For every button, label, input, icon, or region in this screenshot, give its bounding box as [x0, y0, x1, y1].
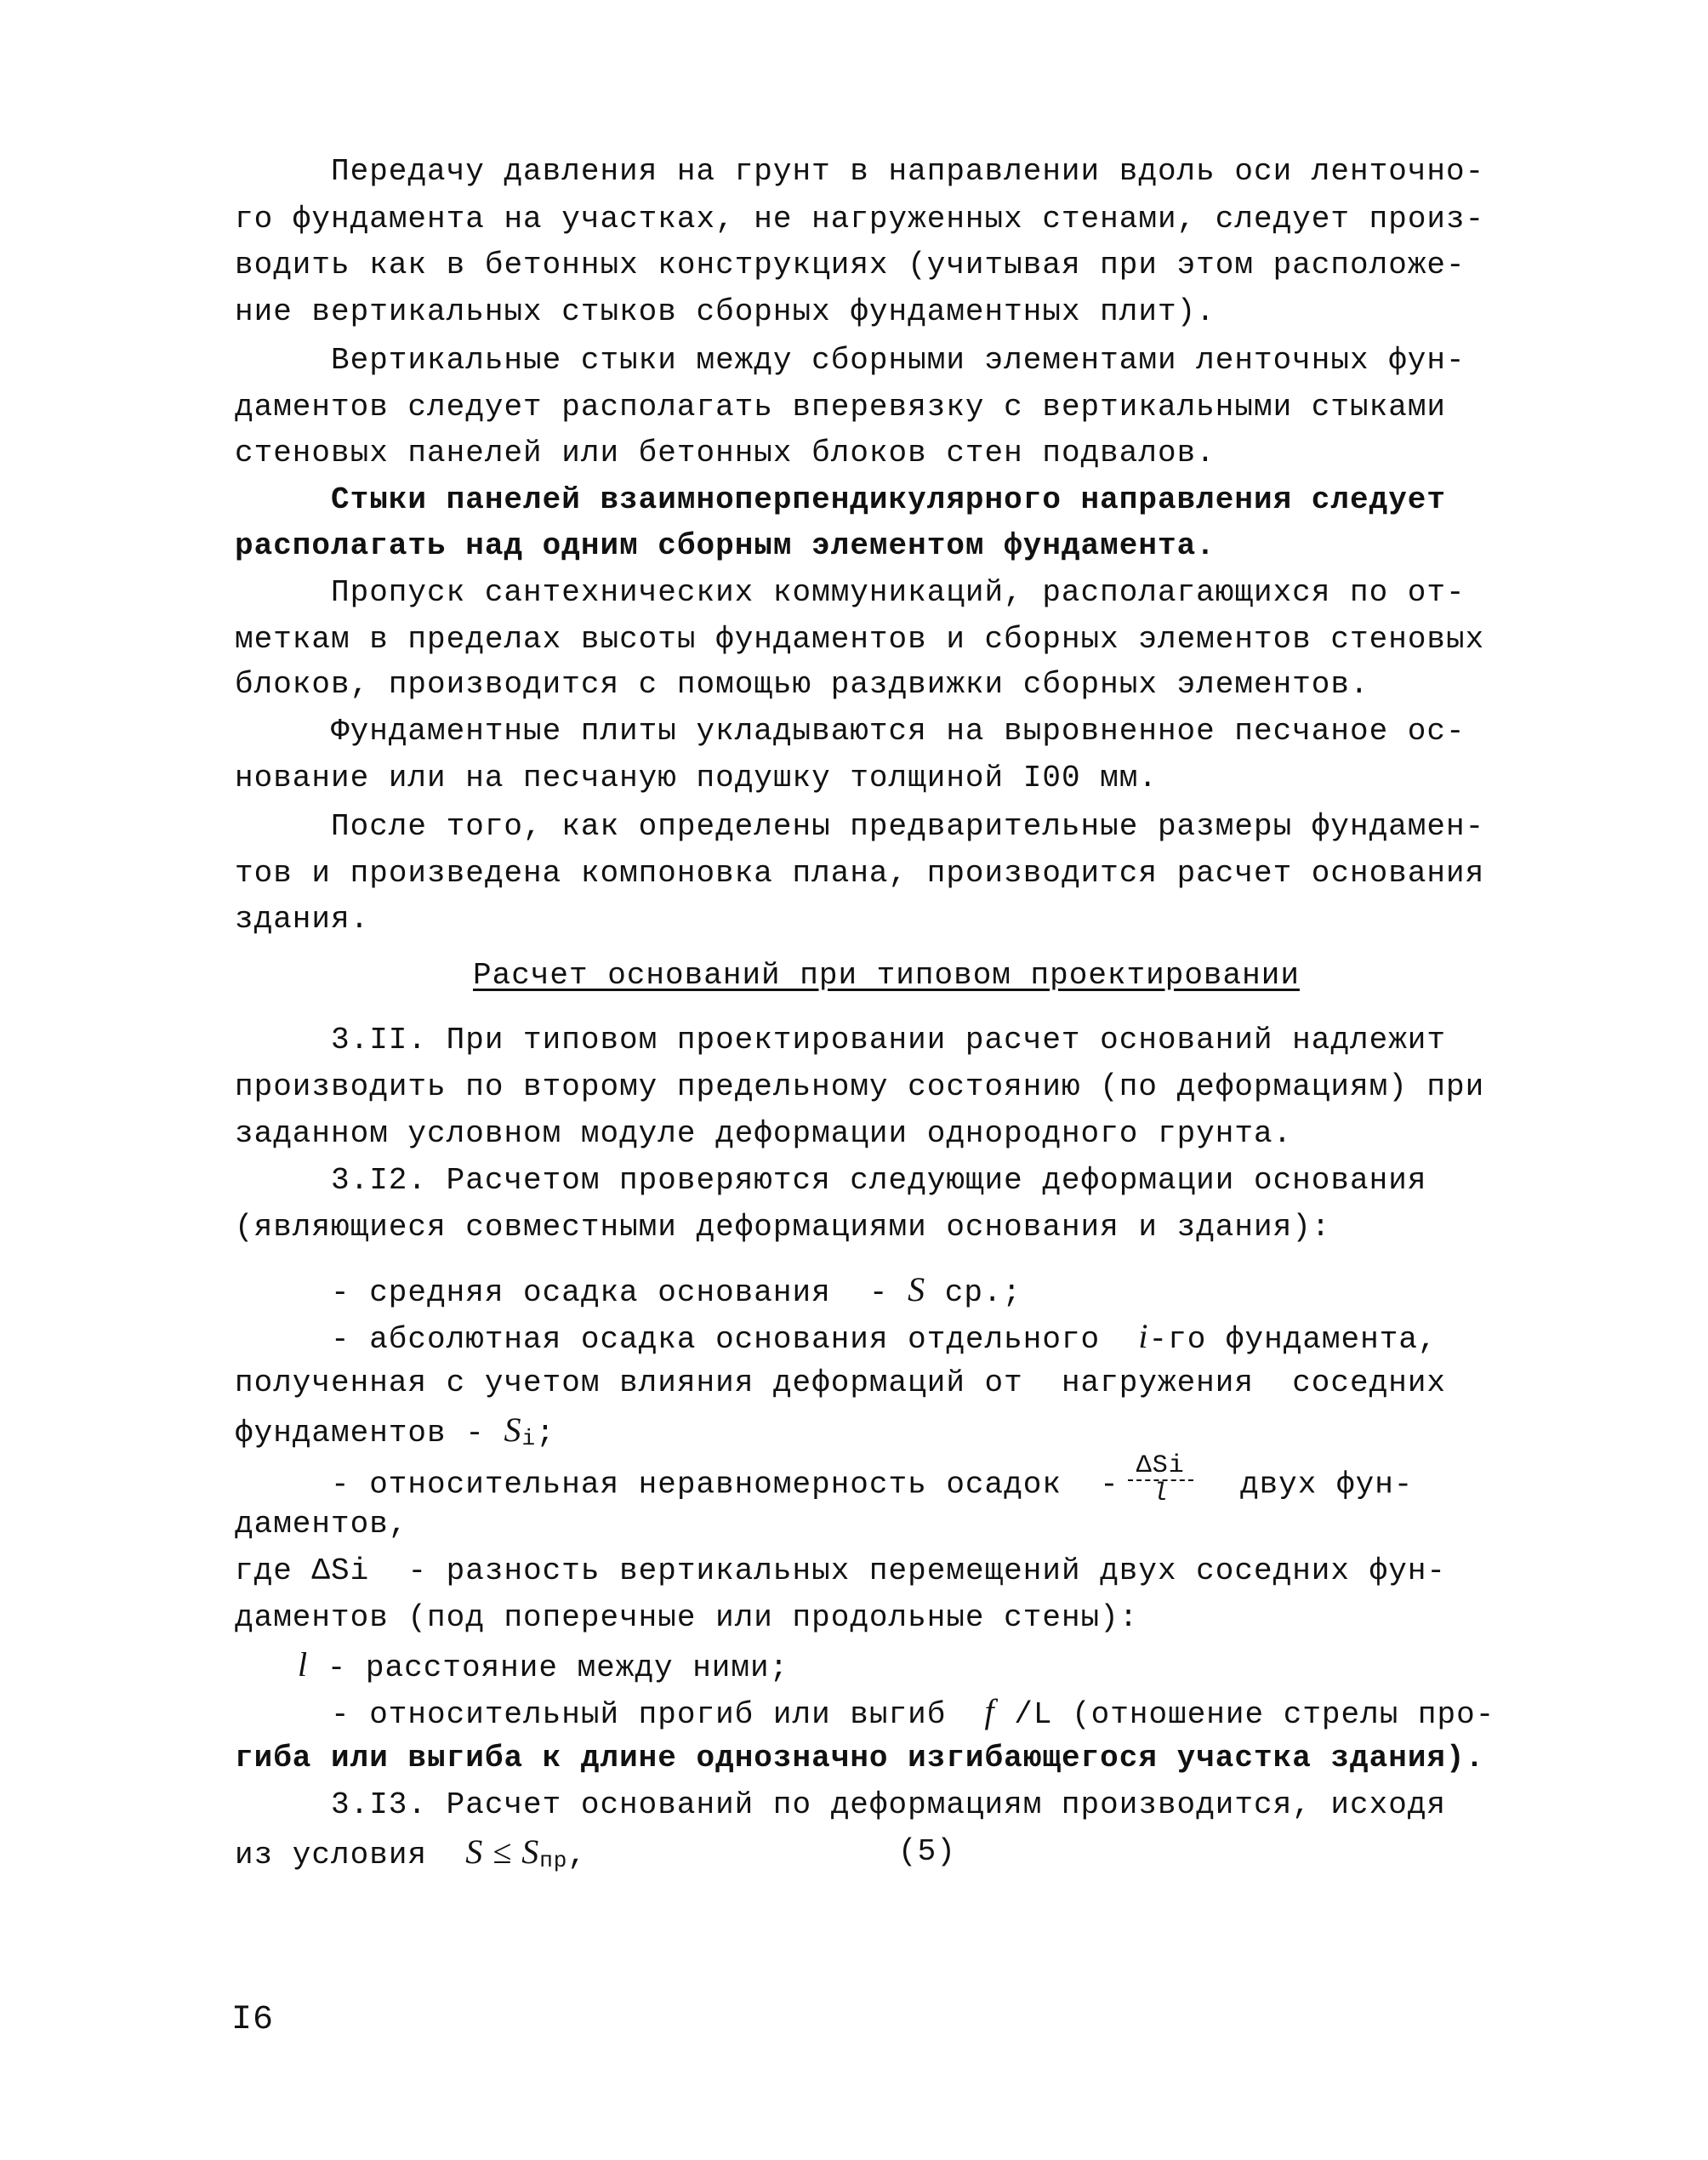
text-line: Стыки панелей взаимноперпендикулярного направления следует	[331, 482, 1447, 517]
text-line: меткам в пределах высоты фундаментов и сборных элементов стеновых	[235, 622, 1485, 657]
text: - разность вертикальных перемещений двух соседних фун-	[369, 1553, 1447, 1588]
text-line: даментов следует располагать вперевязку с вертикальными стыками	[235, 390, 1447, 425]
text: -го фундамента,	[1148, 1322, 1438, 1357]
text-line: стеновых панелей или бетонных блоков стен подвалов.	[235, 436, 1216, 470]
list-item	[331, 1693, 1494, 1734]
text-line: Фундаментные плиты укладываются на выровненное песчаное ос-	[331, 714, 1466, 749]
text: - расстояние между ними;	[308, 1650, 789, 1685]
fraction-denominator: l	[1152, 1479, 1169, 1508]
text-line: После того, как определены предварительные размеры фундамен-	[331, 809, 1485, 844]
formula-symbol: i	[1138, 1317, 1149, 1355]
section-heading: Расчет оснований при типовом проектировании	[473, 958, 1300, 993]
formula-line	[235, 1832, 956, 1879]
text-line: гиба или выгиба к длине однозначно изгибающегося участка здания).	[235, 1741, 1485, 1775]
text-line: даментов,	[235, 1507, 408, 1542]
text-line	[235, 1411, 555, 1457]
text-line: Передачу давления на грунт в направлении вдоль оси ленточно-	[331, 154, 1485, 189]
fraction-numerator: ΔSi	[1128, 1452, 1193, 1481]
text: двух фун-	[1201, 1467, 1414, 1502]
text: ,	[567, 1838, 588, 1872]
text-line: (являющиеся совместными деформациями основания и здания):	[235, 1210, 1331, 1245]
text-line	[235, 1553, 1446, 1590]
equation-number: (5)	[898, 1834, 956, 1869]
text-line: производить по второму предельному состоянию (по деформациям) при	[235, 1069, 1485, 1104]
text-line: ние вертикальных стыков сборных фундаментных плит).	[235, 294, 1216, 329]
text: из условия	[235, 1838, 466, 1872]
text-line: го фундамента на участках, не нагруженных стенами, следует произ-	[235, 202, 1485, 237]
text-line: тов и произведена компоновка плана, производится расчет основания	[235, 856, 1485, 891]
text-line: даментов (под поперечные или продольные стены):	[235, 1600, 1139, 1635]
text: ср.;	[925, 1275, 1022, 1310]
text-line: нование или на песчаную подушку толщиной I00 мм.	[235, 761, 1158, 795]
formula-symbol: S ≤ S	[465, 1832, 540, 1871]
text-line: полученная с учетом влияния деформаций от нагружения соседних	[235, 1365, 1447, 1400]
text: - относительный прогиб или выгиб	[331, 1697, 985, 1732]
text: - средняя осадка основания -	[331, 1275, 908, 1310]
text-line: блоков, производится с помощью раздвижки сборных элементов.	[235, 667, 1369, 702]
text: - относительная неравномерность осадок -	[331, 1467, 1119, 1502]
text-line	[298, 1646, 789, 1687]
text-line: располагать над одним сборным элементом фундамента.	[235, 528, 1216, 563]
text: фундаментов -	[235, 1416, 504, 1450]
formula-symbol: l	[298, 1645, 309, 1684]
text: - абсолютная осадка основания отдельного	[331, 1322, 1139, 1357]
text-line: водить как в бетонных конструкциях (учитывая при этом расположе-	[235, 248, 1466, 282]
text-line: Вертикальные стыки между сборными элементами ленточных фун-	[331, 343, 1466, 378]
text-line: 3.I2. Расчетом проверяются следующие деформации основания	[331, 1163, 1427, 1198]
text-line: заданном условном модуле деформации однородного грунта.	[235, 1116, 1293, 1151]
list-item	[331, 1271, 1022, 1312]
page-number: I6	[231, 2001, 275, 2039]
formula-symbol: S	[504, 1411, 522, 1449]
text: где	[235, 1553, 312, 1588]
text-line: Пропуск сантехнических коммуникаций, располагающихся по от-	[331, 575, 1466, 610]
text-line: 3.II. При типовом проектировании расчет оснований надлежит	[331, 1023, 1447, 1057]
text-line: 3.I3. Расчет оснований по деформациям производится, исходя	[331, 1787, 1447, 1822]
list-item	[331, 1451, 1414, 1512]
text-line: здания.	[235, 902, 370, 937]
formula-subscript: пр	[539, 1848, 568, 1873]
formula-symbol: ΔSi	[311, 1553, 370, 1588]
list-item	[331, 1318, 1438, 1359]
formula-subscript: i	[521, 1426, 537, 1451]
text: ;	[536, 1416, 555, 1450]
text: /L (отношение стрелы про-	[994, 1697, 1495, 1732]
formula-symbol: f	[984, 1692, 995, 1730]
fraction	[1128, 1452, 1193, 1507]
formula-symbol: S	[908, 1270, 926, 1308]
